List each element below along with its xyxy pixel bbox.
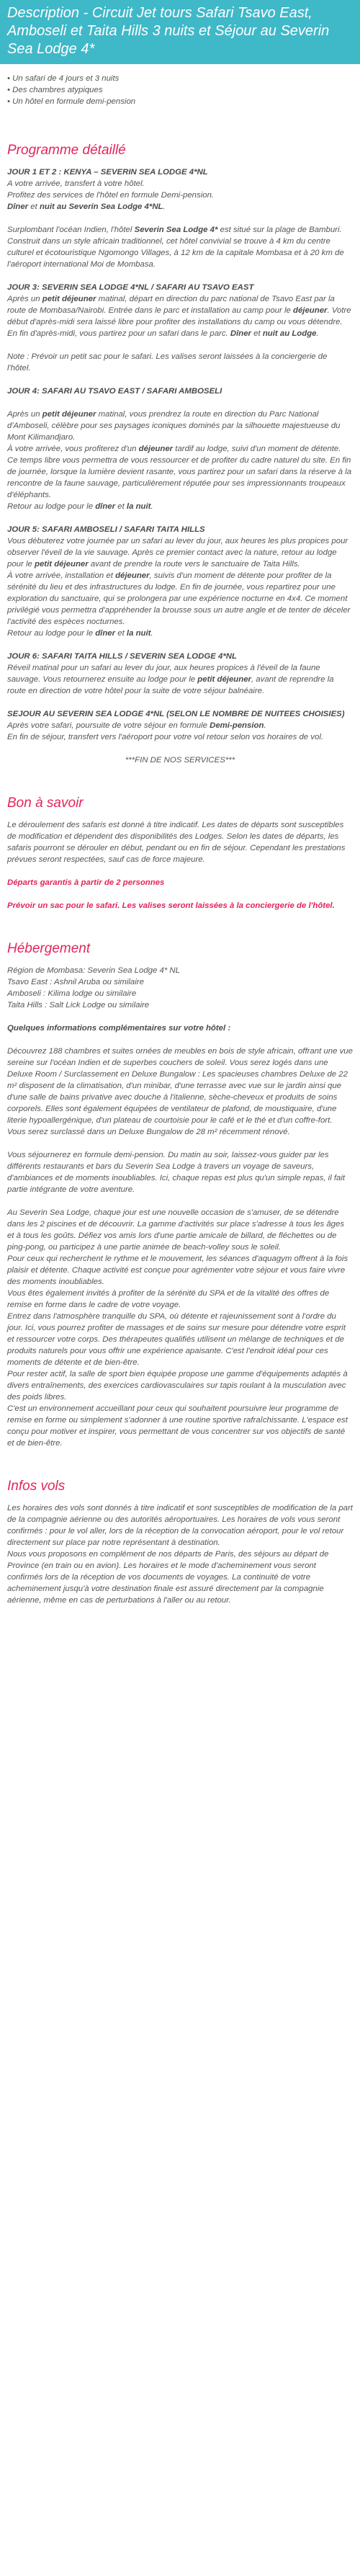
bold-text: déjeuner — [293, 306, 328, 315]
text: , avant de reprendre la route en direction de votre hôtel pour la suite de votre séjour balnéaire. — [7, 675, 334, 695]
text: Surplombant l'océan Indien, l'hôtel — [7, 226, 135, 234]
bold-text: dîner — [95, 629, 116, 638]
highlight-item: • Un hôtel en formule demi-pension — [7, 96, 353, 107]
text: Après votre safari, poursuite de votre séjour en formule — [7, 721, 210, 730]
text: . — [150, 502, 153, 511]
day-3-title: JOUR 3: SEVERIN SEA LODGE 4*NL / SAFARI AU TSAVO EAST — [7, 283, 254, 292]
day-5-section — [7, 524, 353, 639]
text: matinal, départ en direction du parc national de Tsavo East par la route de Mombasa/Nairobi. Entrée dans le parc et installation au camp pour le — [7, 295, 335, 315]
bold-text: petit déjeuner — [42, 410, 96, 419]
hotel-activities-block — [7, 1207, 353, 1449]
text: et — [28, 202, 40, 211]
text: À votre arrivée, installation et — [7, 571, 116, 580]
bold-text: déjeuner — [138, 445, 174, 453]
day-5-title: JOUR 5: SAFARI AMBOSELI / SAFARI TAITA HILLS — [7, 525, 205, 534]
accommodation-item: Tsavo East : Ashnil Aruba ou similaire — [7, 978, 144, 986]
hotel-gym-text: Pour rester actif, la salle de sport bien équipée propose une gamme d'équipements adaptés à divers entraînements, des exercices cardiovasculaires sur tapis roulant à la musculation avec des poids libres. — [7, 1370, 348, 1401]
text: Réveil matinal pour un safari au lever du jour, aux heures propices à l'éveil de la faune sauvage. Vous retournerez ensuite au lodge pour le — [7, 664, 320, 684]
text: Vous débuterez votre journée par un safari au lever du jour, aux heures les plus propices pour observer l'éveil de la vie sauvage. Après ce premier contact avec la nature, retour au lodge pour le — [7, 537, 348, 569]
text: matinal, vous prendrez la route en direction du Parc National d'Amboseli, célèbre pour ses paysages iconiques dominés par la silhouette majestueuse du Mont Kilimandjaro. — [7, 410, 341, 442]
highlight-item: • Un safari de 4 jours et 3 nuits — [7, 73, 353, 84]
day-1-title: JOUR 1 ET 2 : KENYA – SEVERIN SEA LODGE 4*NL — [7, 168, 208, 177]
text: et — [115, 502, 127, 511]
text: , suivis d'un moment de détente pour profiter de la sérénité du lieu et des infrastructures du lodge. En fin de journée, vous repartirez pour une exploration du sanctuaire, qui se prolongera par une expérience nocturne en 4x4. Ce moment privilégié vous permettra d'appréhender la brousse sous un autre angle et de tenter de déceler l'activité des espèces nocturnes. — [7, 571, 351, 626]
day-4-body — [7, 409, 353, 512]
text: est situé sur la plage de Bamburi. Construit dans un style africain traditionnel, cet hôtel convivial se trouve à 4 km du centre culturel et écotouristique Ngomongo Villages, à 12 km de la capitale Mombasa et à 20 km de l'aéroport international Moi de Mombasa. — [7, 226, 344, 269]
end-of-services: ***FIN DE NOS SERVICES*** — [125, 756, 235, 765]
bon-a-savoir-text: Le déroulement des safaris est donné à titre indicatif. Les dates de départs sont susceptibles de modification et dépendent des disponibilités des Lodges. Selon les dates de départs, les safaris pourront se dérouler en début, pendant ou en fin de séjour. Cependant les prestations prévues seront respectées, sauf cas de force majeure. — [7, 821, 346, 864]
text: Après un — [7, 295, 42, 303]
text: avant de prendre la route vers le sanctuaire de Taita Hills. — [88, 560, 300, 569]
day-5-text-3 — [7, 628, 353, 639]
stay-section — [7, 708, 353, 743]
bold-text: déjeuner — [115, 571, 150, 580]
hotel-gym-env-text: C'est un environnement accueillant pour ceux qui souhaitent poursuivre leur programme de remise en forme ou simplement s'adonner à une routine sportive rafraîchissante. L'espace est conçu pour motiver et inspirer, vous permettant de vous concentrer sur vos objectifs de santé et de bien-être. — [7, 1404, 348, 1448]
programme-heading: Programme détaillé — [7, 143, 126, 158]
stay-text-2: En fin de séjour, transfert vers l'aéroport pour votre vol retour selon vos horaires de vol. — [7, 733, 324, 741]
bon-a-savoir-heading: Bon à savoir — [7, 795, 84, 811]
guaranteed-departures: Départs garantis à partir de 2 personnes — [7, 878, 165, 887]
text: . — [163, 202, 166, 211]
day-1-line-1: A votre arrivée, transfert à votre hôtel. — [7, 179, 145, 188]
infos-vols-block — [7, 1502, 353, 1606]
day-4-title: JOUR 4: SAFARI AU TSAVO EAST / SAFARI AMBOSELI — [7, 387, 222, 396]
stay-text-1 — [7, 720, 353, 731]
day-6-text — [7, 662, 353, 697]
day-3-section — [7, 282, 353, 339]
highlight-item: • Des chambres atypiques — [7, 84, 353, 96]
text: tardif au lodge, suivi d'un moment de détente. Ce temps libre vous permettra de vous ressourcer et de profiter du cadre naturel du site. En fin de journée, lorsque la lumière devient rasante, vous partirez pour un safari dans la réserve à la rencontre de la faune sauvage, particulièrement réputée pour ses impressionnants troupeaux d'éléphants. — [7, 445, 352, 499]
text: . — [150, 629, 153, 638]
day-6-title: JOUR 6: SAFARI TAITA HILLS / SEVERIN SEA LODGE 4*NL — [7, 652, 237, 661]
text: et — [115, 629, 127, 638]
hebergement-heading: Hébergement — [7, 941, 91, 956]
day-5-text-2 — [7, 570, 353, 628]
page-title: Description - Circuit Jet tours Safari Tsavo East, Amboseli et Taita Hills 3 nuits et Séjour au Severin Sea Lodge 4* — [0, 0, 360, 64]
bold-text: petit déjeuner — [42, 295, 96, 303]
text: . — [316, 329, 319, 338]
stay-title: SEJOUR AU SEVERIN SEA LODGE 4*NL (SELON LE NOMBRE DE NUITEES CHOISIES) — [7, 710, 345, 718]
hotel-description — [7, 224, 353, 270]
day-3-text — [7, 293, 353, 339]
hotel-aquagym-text: Pour ceux qui recherchent le rythme et le mouvement, les séances d'aquagym offrent à la fois plaisir et détente. Chaque activité est conçue pour agrémenter votre séjour et vous faire vivre des moments inoubliables. — [7, 1254, 348, 1286]
bold-text: la nuit — [126, 629, 151, 638]
bold-text: Severin Sea Lodge 4* — [134, 226, 218, 234]
day-4-text-3 — [7, 501, 353, 512]
day-1-section — [7, 166, 353, 213]
hotel-activities-text: Au Severin Sea Lodge, chaque jour est une nouvelle occasion de s'amuser, de se détendre dans les 2 piscines et de découvrir. La gamme d'activités sur place s'adresse à tous les âges et à tous les goûts. Défiez vos amis lors d'une partie amicale de billard, de fléchettes ou de ping-pong, ou participez à une partie animée de beach-volley sous le soleil. — [7, 1208, 345, 1252]
text: Retour au lodge pour le — [7, 502, 96, 511]
safari-bag-note: Prévoir un sac pour le safari. Les valises seront laissées à la conciergerie de l'hôtel. — [7, 901, 335, 910]
bold-text: dîner — [95, 502, 116, 511]
day-1-line-3 — [7, 201, 353, 213]
text: . — [264, 721, 266, 730]
bold-text: nuit au Lodge — [262, 329, 317, 338]
text: À votre arrivée, vous profiterez d'un — [7, 445, 139, 453]
bold-text: nuit au Severin Sea Lodge 4*NL — [39, 202, 163, 211]
hotel-rooms-text: Découvrez 188 chambres et suites ornées de meubles en bois de style africain, offrant une vue sereine sur l'océan Indien et de superbes couchers de soleil. Vous serez logés dans une Deluxe Room / Surclassement en Deluxe Bungalow : Les spacieuses chambres Deluxe de 22 m² disposent de la climatisation, d'un minibar, d'une terrasse avec vue sur le jardin ainsi que d'une salle de bains privative avec douche à l'italienne, sèche-cheveux et produits de soins corporels. Elles sont également équipées de ventilateur de plafond, de moustiquaire, d'une literie hypoallergénique, d'un plateau de courtoisie pour le café et le thé et d'un coffre-fort. Vous serez surclassé dans un Deluxe Bungalow de 28 m² récemment rénové. — [7, 1047, 353, 1136]
accommodation-item: Amboseli : Kilima lodge ou similaire — [7, 989, 137, 998]
bold-text: Dîner — [230, 329, 251, 338]
flight-times-text: Les horaires des vols sont donnés à titre indicatif et sont susceptibles de modification de la part de la compagnie aérienne ou des autorités aéroportuaires. Les horaires de vols vous seront confirmés : pour le vol aller, lors de la réception de la convocation aéroport, pour le vol retour directement sur place par notre représentant à destination. — [7, 1504, 353, 1547]
bold-text: Demi-pension — [210, 721, 264, 730]
day-6-section — [7, 651, 353, 697]
text: Après un — [7, 410, 42, 419]
accommodation-list — [7, 965, 353, 1011]
hotel-info-subtitle: Quelques informations complémentaires sur votre hôtel : — [7, 1024, 231, 1033]
day-4-text-1 — [7, 409, 353, 443]
day-4-text-2 — [7, 443, 353, 501]
bold-text: petit déjeuner — [35, 560, 89, 569]
infos-vols-heading: Infos vols — [7, 1479, 66, 1494]
day-4-section — [7, 385, 353, 397]
text: . Votre début d'après-midi sera laissé libre pour profiter des installations du camp ou vous détendre. En fin d'après-midi, vous partirez pour un safari dans le parc. — [7, 306, 351, 338]
bold-text: Dîner — [7, 202, 29, 211]
content — [0, 73, 360, 1606]
bold-text: la nuit — [126, 502, 151, 511]
hotel-spa-intro-text: Vous êtes également invités à profiter de la sérénité du SPA et de la vitalité des offres de remise en forme dans le cadre de votre voyage. — [7, 1289, 330, 1309]
text: Retour au lodge pour le — [7, 629, 96, 638]
hotel-spa-text: Entrez dans l'atmosphère tranquille du SPA, où détente et rajeunissement sont à l'ordre du jour. Ici, vous pourrez profiter de massages et de soins sur mesure pour détendre votre esprit et ressourcer votre corps. Des thérapeutes qualifiés utilisent un mélange de techniques et de produits naturels pour vous offrir une expérience apaisante. C'est l'endroit idéal pour ces moments de détente et de bien-être. — [7, 1312, 346, 1367]
highlights-list — [7, 73, 353, 107]
accommodation-item: Taita Hills : Salt Lick Lodge ou similaire — [7, 1001, 150, 1010]
hotel-halfboard-text: Vous séjournerez en formule demi-pension. Du matin au soir, laissez-vous guider par les différents restaurants et bars du Severin Sea Lodge à travers un voyage de saveurs, d'ambiances et de moments inoubliables. Ici, chaque repas est plus qu'un simple repas, il fait partie intégrante de votre aventure. — [7, 1151, 346, 1194]
accommodation-item: Région de Mombasa: Severin Sea Lodge 4* NL — [7, 966, 180, 975]
bold-text: petit déjeuner — [197, 675, 251, 684]
day-5-text-1 — [7, 535, 353, 570]
day-3-note: Note : Prévoir un petit sac pour le safari. Les valises seront laissées à la conciergerie de l'hôtel. — [7, 352, 328, 373]
province-departures-text: Nous vous proposons en complément de nos départs de Paris, des séjours au départ de Province (en train ou en avion). Les horaires et le mode d'acheminement vous seront confirmés lors de la réception de vos documents de voyages. La continuité de votre acheminement jusqu'à votre destination finale est assuré directement par la compagnie aérienne, même en cas de perturbations à l'aller ou au retour. — [7, 1550, 329, 1605]
text: et — [251, 329, 263, 338]
day-1-line-2: Profitez des services de l'hôtel en formule Demi-pension. — [7, 191, 215, 200]
